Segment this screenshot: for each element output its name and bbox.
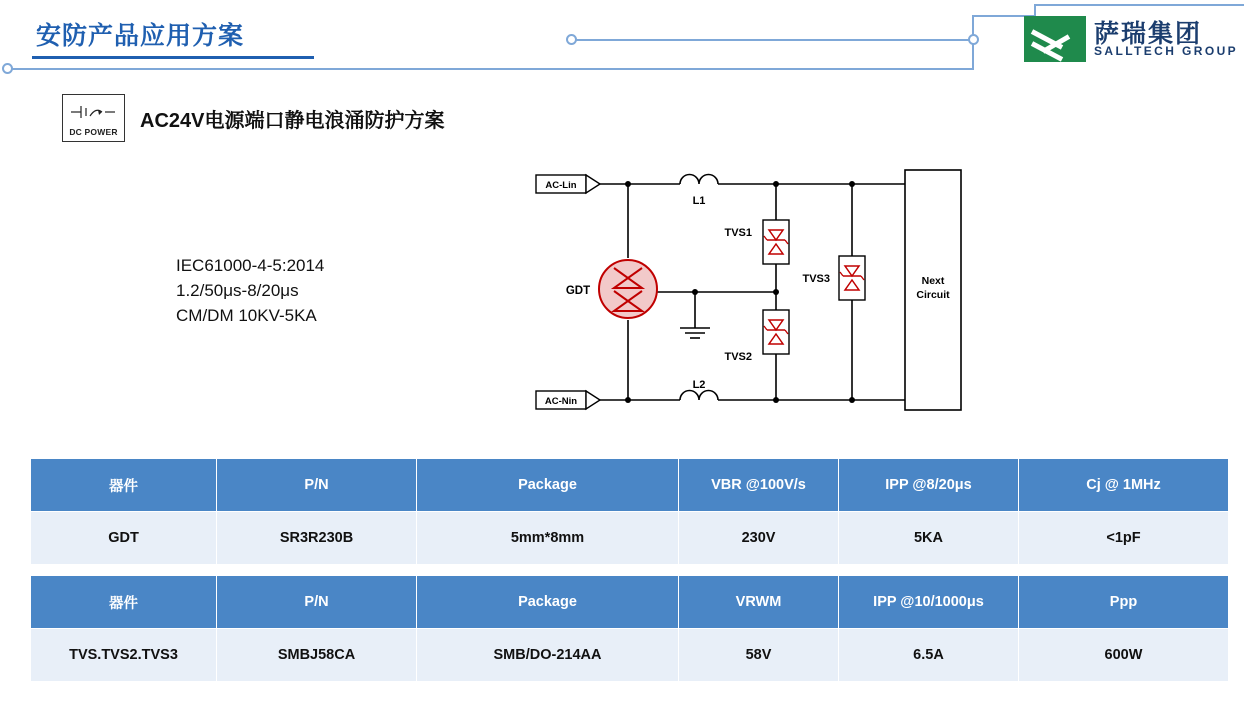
spec-line-2: 1.2/50μs-8/20μs [176,281,299,300]
spec-text-block [176,253,324,328]
svg-text:AC-Lin: AC-Lin [545,180,577,191]
page-header [0,0,1258,80]
table2-header-cell: Ppp [1019,576,1229,629]
inductor-l2 [680,391,718,401]
svg-text:AC-Nin: AC-Nin [544,396,578,407]
label-gdt: GDT [565,285,591,297]
spec-line-1: IEC61000-4-5:2014 [176,256,325,275]
header-deco-line-top-right [1034,4,1244,6]
circuit-schematic [520,160,980,420]
spec-line-3: CM/DM 10KV-5KA [176,306,317,325]
page-title: 安防产品应用方案 [36,22,245,50]
table-header-row [31,576,1229,629]
logo-text-cn: 萨瑞集团 [1094,20,1203,48]
label-l2: L2 [692,379,706,391]
gdt-symbol [599,260,657,318]
table1-cell: 5KA [839,512,1019,565]
label-tvs2: TVS2 [724,351,752,363]
header-deco-node-bottom-left [2,63,13,74]
table1-cell: GDT [31,512,217,565]
header-deco-node-left [566,34,577,45]
table1-header-cell: Package [417,459,679,512]
salltech-logo-mark-icon [1024,16,1086,62]
label-l1: L1 [692,195,706,207]
dc-power-icon [62,94,125,142]
tvs3-symbol [839,256,865,300]
label-tvs1: TVS1 [724,227,752,239]
title-underline [32,56,314,59]
port-ac-nin [536,391,600,409]
table2-cell: 58V [679,629,839,682]
table1-header-cell: P/N [217,459,417,512]
header-deco-node-right [968,34,979,45]
gdt-spec-table [30,458,1229,565]
table1-cell: SR3R230B [217,512,417,565]
header-deco-line-top [572,39,974,41]
table1-header-cell: Cj @ 1MHz [1019,459,1229,512]
header-deco-line-bottom [8,68,974,70]
table-row [31,512,1229,565]
table-row [31,629,1229,682]
next-circuit-block [905,170,961,410]
table2-cell: 6.5A [839,629,1019,682]
table2-cell: TVS.TVS2.TVS3 [31,629,217,682]
table1-cell: 5mm*8mm [417,512,679,565]
table2-header-cell: 器件 [31,576,217,629]
table2-cell: 600W [1019,629,1229,682]
table1-cell: <1pF [1019,512,1229,565]
table2-header-cell: Package [417,576,679,629]
brand-logo [1024,12,1244,66]
table1-header-cell: IPP @8/20μs [839,459,1019,512]
table2-header-cell: VRWM [679,576,839,629]
table1-header-cell: 器件 [31,459,217,512]
table2-cell: SMBJ58CA [217,629,417,682]
label-tvs3: TVS3 [802,273,830,285]
tvs1-symbol [763,220,789,264]
logo-text-en: SALLTECH GROUP [1094,44,1239,58]
port-ac-lin [536,175,600,193]
section-title: AC24V电源端口静电浪涌防护方案 [140,110,445,132]
table1-cell: 230V [679,512,839,565]
dc-power-icon-label: DC POWER [69,127,118,137]
tvs2-symbol [763,310,789,354]
inductor-l1 [680,175,718,185]
table2-cell: SMB/DO-214AA [417,629,679,682]
tvs-spec-table [30,575,1229,682]
table2-header-cell: P/N [217,576,417,629]
table1-header-cell: VBR @100V/s [679,459,839,512]
table-header-row [31,459,1229,512]
svg-text:Circuit: Circuit [916,289,950,301]
table2-header-cell: IPP @10/1000μs [839,576,1019,629]
svg-text:Next: Next [921,275,945,287]
